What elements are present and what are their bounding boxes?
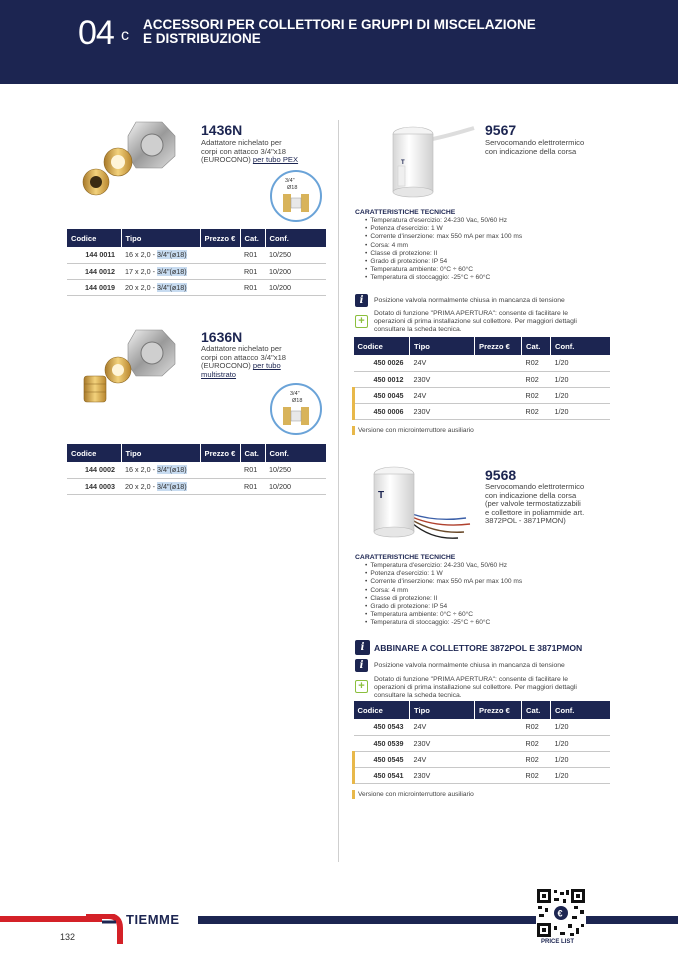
table-row: 450 0539 230V R02 1/20 bbox=[354, 735, 611, 751]
info-icon: i bbox=[355, 294, 368, 307]
table-row: 450 0006 230V R02 1/20 bbox=[354, 403, 611, 419]
product-image-9567 bbox=[388, 122, 478, 200]
features-title-9568: CARATTERISTICHE TECNICHE bbox=[355, 554, 456, 561]
version-note-9568: Versione con microinterruttore ausiliario bbox=[352, 790, 474, 799]
table-row: 144 0012 17 x 2,0 - 3/4"(ø18) R01 10/200 bbox=[67, 263, 326, 279]
list-item: • Corsa: 4 mm bbox=[365, 587, 522, 595]
features-list-9568 bbox=[365, 562, 522, 628]
list-item: • Grado di protezione: IP 54 bbox=[365, 258, 522, 266]
note-closed-9567: Posizione valvola normalmente chiusa in mancanza di tensione bbox=[374, 297, 565, 304]
features-list-9567 bbox=[365, 217, 522, 283]
product-desc-9568: Servocomando elettrotermico con indicazione della corsa (per valvole termostatizzabili e collettore in poliammide art. 3872POL - 3871PMON) bbox=[485, 482, 585, 526]
table-row: 144 0002 16 x 2,0 - 3/4"(ø18) R01 10/250 bbox=[67, 462, 326, 478]
multistrato-link[interactable]: per tubo bbox=[252, 361, 281, 371]
list-item: • Corrente d'inserzione: max 550 mA per max 100 ms bbox=[365, 233, 522, 241]
version-note-9567: Versione con microinterruttore ausiliario bbox=[352, 426, 474, 435]
product-desc-9567: Servocomando elettrotermico con indicazione della corsa bbox=[485, 138, 585, 156]
list-item: • Potenza d'esercizio: 1 W bbox=[365, 570, 522, 578]
plus-icon: + bbox=[355, 315, 368, 328]
note-first-opening-9568: Dotato di funzione "PRIMA APERTURA": consente di facilitare le operazioni di prima installazione sul collettore. Per maggiori dettagli consultare la scheda tecnica. bbox=[374, 676, 577, 699]
product-desc-1436n: Adattatore nichelato per corpi con attacco 3/4"x18 (EUROCONO) per tubo PEX bbox=[201, 138, 299, 165]
table-row: 450 0543 24V R02 1/20 bbox=[354, 719, 611, 735]
note-closed-9568: Posizione valvola normalmente chiusa in mancanza di tensione bbox=[374, 662, 565, 669]
svg-text:T: T bbox=[378, 490, 385, 501]
table-row: 450 0026 24V R02 1/20 bbox=[354, 355, 611, 371]
list-item: • Temperatura di stoccaggio: -25°C ÷ 60°C bbox=[365, 274, 522, 282]
product-image-9568 bbox=[366, 464, 476, 544]
footer-t-mark bbox=[86, 914, 126, 946]
product-table-9568: Codice Tipo Prezzo € Cat. Conf. 450 0543 24V R02 1/20 450 0539 230V R02 1/20 450 0545 24V R02 1/20 450 0541 230V R02 1/20 bbox=[352, 701, 610, 784]
list-item: • Classe di protezione: II bbox=[365, 595, 522, 603]
info-icon: i bbox=[355, 659, 368, 672]
product-table-9567: Codice Tipo Prezzo € Cat. Conf. 450 0026 24V R02 1/20 450 0012 230V R02 1/20 450 0045 24V R02 1/20 450 0006 230V R02 1/20 bbox=[352, 337, 610, 420]
features-title-9567: CARATTERISTICHE TECNICHE bbox=[355, 209, 456, 216]
list-item: • Temperatura d'esercizio: 24-230 Vac, 50/60 Hz bbox=[365, 562, 522, 570]
list-item: • Grado di protezione: IP 54 bbox=[365, 603, 522, 611]
pex-link[interactable]: per tubo PEX bbox=[252, 155, 299, 165]
column-divider bbox=[338, 120, 339, 862]
list-item: • Corsa: 4 mm bbox=[365, 242, 522, 250]
table-row: 450 0045 24V R02 1/20 bbox=[354, 387, 611, 403]
product-code-1636n: 1636N bbox=[201, 329, 243, 345]
table-row: 450 0545 24V R02 1/20 bbox=[354, 751, 611, 767]
product-table-1636n: Codice Tipo Prezzo € Cat. Conf. 144 0002 16 x 2,0 - 3/4"(ø18) R01 10/250 144 0003 20 x 2,0 - 3/4"(ø18) R01 10/200 bbox=[67, 444, 326, 495]
svg-text:€: € bbox=[557, 908, 563, 919]
page-number: 132 bbox=[60, 932, 76, 942]
table-row: 450 0541 230V R02 1/20 bbox=[354, 767, 611, 783]
product-table-1436n: Codice Tipo Prezzo € Cat. Conf. 144 0011 16 x 2,0 - 3/4"(ø18) R01 10/250 144 0012 17 x 2,0 - 3/4"(ø18) R01 10/200 144 0019 20 x 2,0 - 3/4"(ø18) R01 10/200 bbox=[67, 229, 326, 296]
product-desc-1636n: Adattatore nichelato per corpi con attacco 3/4"x18 (EUROCONO) per tubo multistrato bbox=[201, 344, 287, 379]
connection-diagram-1436n: 3/4" Ø18 bbox=[270, 170, 322, 222]
info-icon: i bbox=[355, 640, 370, 655]
qr-label: PRICE LIST bbox=[541, 939, 575, 945]
product-code-9567: 9567 bbox=[485, 122, 517, 138]
list-item: • Corrente d'inserzione: max 550 mA per max 100 ms bbox=[365, 578, 522, 586]
footer-navy-bar bbox=[198, 916, 678, 924]
section-letter: c bbox=[121, 27, 129, 44]
product-code-1436n: 1436N bbox=[201, 122, 243, 138]
plus-icon: + bbox=[355, 680, 368, 693]
table-row: 450 0012 230V R02 1/20 bbox=[354, 371, 611, 387]
brand-logo: TIEMME bbox=[126, 912, 180, 927]
product-code-9568: 9568 bbox=[485, 467, 517, 483]
section-number: 04 bbox=[78, 14, 114, 52]
svg-text:T: T bbox=[401, 160, 405, 166]
list-item: • Temperatura ambiente: 0°C ÷ 60°C bbox=[365, 611, 522, 619]
product-image-1436n bbox=[78, 120, 178, 202]
note-first-opening-9567: Dotato di funzione "PRIMA APERTURA": consente di facilitare le operazioni di prima installazione sul collettore. Per maggiori dettagli consultare la scheda tecnica. bbox=[374, 310, 577, 333]
list-item: • Temperatura ambiente: 0°C ÷ 60°C bbox=[365, 266, 522, 274]
list-item: • Classe di protezione: II bbox=[365, 250, 522, 258]
connection-diagram-1636n: 3/4" Ø18 bbox=[270, 383, 322, 435]
table-row: 144 0003 20 x 2,0 - 3/4"(ø18) R01 10/200 bbox=[67, 478, 326, 494]
qr-code-icon[interactable] bbox=[536, 888, 586, 938]
multistrato-link-cont[interactable]: multistrato bbox=[201, 369, 237, 379]
list-item: • Potenza d'esercizio: 1 W bbox=[365, 225, 522, 233]
list-item: • Temperatura di stoccaggio: -25°C ÷ 60°C bbox=[365, 619, 522, 627]
section-title: ACCESSORI PER COLLETTORI E GRUPPI DI MISCELAZIONE E DISTRIBUZIONE bbox=[143, 17, 536, 46]
abbinare-note-9568: ABBINARE A COLLETTORE 3872POL E 3871PMON bbox=[374, 643, 583, 653]
product-image-1636n bbox=[78, 328, 178, 406]
table-row: 144 0011 16 x 2,0 - 3/4"(ø18) R01 10/250 bbox=[67, 247, 326, 263]
table-row: 144 0019 20 x 2,0 - 3/4"(ø18) R01 10/200 bbox=[67, 279, 326, 295]
page-header bbox=[0, 0, 678, 84]
list-item: • Temperatura d'esercizio: 24-230 Vac, 50/60 Hz bbox=[365, 217, 522, 225]
